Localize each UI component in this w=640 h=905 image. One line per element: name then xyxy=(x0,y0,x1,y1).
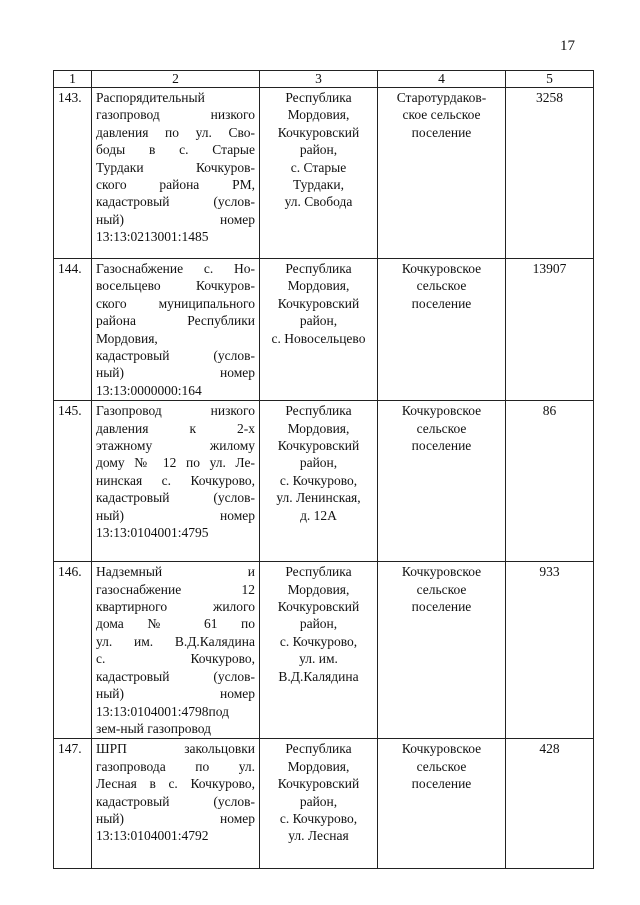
object-description-line: 13:13:0104001:4792 xyxy=(96,828,209,844)
settlement-name-line: Кочкуровское xyxy=(401,741,482,757)
table-row xyxy=(54,739,594,869)
object-description xyxy=(92,739,260,869)
object-location xyxy=(260,739,378,869)
object-location-line: Кочкуровский xyxy=(277,124,360,140)
object-description-line: квартирного жилого xyxy=(96,599,255,615)
row-number: 145. xyxy=(54,401,92,562)
object-description-line: дома № 61 по xyxy=(96,616,255,632)
settlement-name xyxy=(378,259,506,401)
object-description-line: газопровод низкого xyxy=(96,107,255,123)
object-value: 933 xyxy=(506,562,594,739)
object-location-line: Мордовия, xyxy=(287,278,350,294)
object-description-line: ул. им. В.Д.Калядина xyxy=(96,633,255,649)
object-value: 3258 xyxy=(506,88,594,259)
object-location-line: д. 12А xyxy=(300,507,337,523)
object-description-line: давления по ул. Сво- xyxy=(96,124,255,140)
object-description-line: кадастровый (услов- xyxy=(96,668,255,684)
settlement-name-line: сельское xyxy=(416,581,467,597)
object-description-line: дому № 12 по ул. Ле- xyxy=(96,455,255,471)
object-location-line: район, xyxy=(299,793,338,809)
object-description-line: Турдаки Кочкуров- xyxy=(96,159,255,175)
object-location-line: Кочкуровский xyxy=(277,776,360,792)
object-description-line: ный) номер xyxy=(96,211,255,227)
header-col-3: 3 xyxy=(260,71,378,88)
object-description-line: Мордовия, xyxy=(96,330,158,346)
settlement-name xyxy=(378,401,506,562)
object-description-line: ского района РМ, xyxy=(96,177,255,193)
object-location-line: Мордовия, xyxy=(287,107,350,123)
settlement-name-line: поселение xyxy=(411,295,472,311)
object-description-line: ный) номер xyxy=(96,507,255,523)
object-description-line: 13:13:0104001:4795 xyxy=(96,525,209,541)
object-location xyxy=(260,259,378,401)
settlement-name-line: Старотурдаков- xyxy=(396,90,487,105)
object-location-line: с. Кочкурово, xyxy=(279,472,358,488)
object-location-line: Республика xyxy=(285,403,352,419)
object-location-line: Республика xyxy=(285,741,352,757)
object-location-line: ул. Ленинская, xyxy=(276,490,361,506)
object-location-line: Республика xyxy=(285,90,352,105)
object-description-line: ный) номер xyxy=(96,365,255,381)
object-description-line: нинская с. Кочкурово, xyxy=(96,472,255,488)
object-description-line: 13:13:0213001:1485 xyxy=(96,229,209,245)
property-table xyxy=(53,70,594,869)
settlement-name-line: сельское xyxy=(416,758,467,774)
object-location-line: Кочкуровский xyxy=(277,599,360,615)
object-location-line: район, xyxy=(299,142,338,158)
object-location-line: Кочкуровский xyxy=(277,438,360,454)
table-body xyxy=(54,88,594,869)
object-location-line: Республика xyxy=(285,564,352,580)
object-description-line: Распорядительный xyxy=(96,90,205,105)
settlement-name-line: поселение xyxy=(411,599,472,615)
header-col-2: 2 xyxy=(92,71,260,88)
header-col-4: 4 xyxy=(378,71,506,88)
settlement-name-line: поселение xyxy=(411,438,472,454)
object-description-line: ный) номер xyxy=(96,686,255,702)
object-description-line: боды в с. Старые xyxy=(96,142,255,158)
object-description-line: давления к 2-х xyxy=(96,420,255,436)
table-row xyxy=(54,562,594,739)
object-value: 86 xyxy=(506,401,594,562)
object-location-line: ул. им. xyxy=(299,651,338,667)
settlement-name-line: поселение xyxy=(411,124,472,140)
settlement-name-line: поселение xyxy=(411,776,472,792)
object-location-line: ул. Свобода xyxy=(284,194,353,210)
object-description-line: кадастровый (услов- xyxy=(96,348,255,364)
object-description-line: Газоснабжение с. Но- xyxy=(96,261,255,276)
header-col-5: 5 xyxy=(506,71,594,88)
table-row xyxy=(54,401,594,562)
object-description-line: восельцево Кочкуров- xyxy=(96,278,255,294)
settlement-name xyxy=(378,562,506,739)
row-number: 147. xyxy=(54,739,92,869)
object-description-line: кадастровый (услов- xyxy=(96,793,255,809)
row-number: 146. xyxy=(54,562,92,739)
object-description-line: Надземный и xyxy=(96,564,255,580)
object-location xyxy=(260,562,378,739)
object-description-line: кадастровый (услов- xyxy=(96,490,255,506)
object-description-line: с. Кочкурово, xyxy=(96,651,255,667)
object-location-line: район, xyxy=(299,313,338,329)
object-description-line: Лесная в с. Кочкурово, xyxy=(96,776,255,792)
settlement-name xyxy=(378,88,506,259)
object-location-line: с. Кочкурово, xyxy=(279,810,358,826)
object-description xyxy=(92,259,260,401)
object-description xyxy=(92,562,260,739)
object-location-line: Турдаки, xyxy=(293,177,344,193)
object-location-line: Республика xyxy=(285,261,352,276)
header-row xyxy=(54,71,594,88)
object-location-line: с. Старые xyxy=(290,159,347,175)
row-number: 144. xyxy=(54,259,92,401)
settlement-name-line: сельское xyxy=(416,420,467,436)
object-location xyxy=(260,88,378,259)
object-location-line: район, xyxy=(299,616,338,632)
page-number: 17 xyxy=(560,38,575,54)
row-number: 143. xyxy=(54,88,92,259)
object-location-line: Кочкуровский xyxy=(277,295,360,311)
object-value: 13907 xyxy=(506,259,594,401)
object-description-line: газопровода по ул. xyxy=(96,758,255,774)
object-location-line: с. Новосельцево xyxy=(271,330,366,346)
object-location-line: район, xyxy=(299,455,338,471)
object-description-line: этажному жилому xyxy=(96,438,255,454)
object-location-line: Мордовия, xyxy=(287,758,350,774)
object-description-line: газоснабжение 12 xyxy=(96,581,255,597)
settlement-name-line: ское сельское xyxy=(402,107,481,123)
object-description-line: зем-ный газопровод xyxy=(96,720,212,736)
object-description-line: района Республики xyxy=(96,313,255,329)
settlement-name-line: Кочкуровское xyxy=(401,403,482,419)
object-value: 428 xyxy=(506,739,594,869)
object-description-line: 13:13:0000000:164 xyxy=(96,382,202,398)
object-description-line: Газопровод низкого xyxy=(96,403,255,419)
settlement-name-line: Кочкуровское xyxy=(401,564,482,580)
object-description-line: ШРП закольцовки xyxy=(96,741,255,757)
header-col-1: 1 xyxy=(54,71,92,88)
table-row xyxy=(54,88,594,259)
object-location-line: ул. Лесная xyxy=(288,828,349,844)
settlement-name-line: сельское xyxy=(416,278,467,294)
object-description-line: ского муниципального xyxy=(96,295,255,311)
object-description-line: кадастровый (услов- xyxy=(96,194,255,210)
object-location-line: с. Кочкурово, xyxy=(279,633,358,649)
object-description-line: 13:13:0104001:4798под xyxy=(96,703,229,719)
table-row xyxy=(54,259,594,401)
object-description-line: ный) номер xyxy=(96,810,255,826)
object-location-line: Мордовия, xyxy=(287,581,350,597)
object-description xyxy=(92,88,260,259)
object-location-line: В.Д.Калядина xyxy=(278,668,359,684)
object-location xyxy=(260,401,378,562)
settlement-name xyxy=(378,739,506,869)
settlement-name-line: Кочкуровское xyxy=(401,261,482,276)
object-location-line: Мордовия, xyxy=(287,420,350,436)
object-description xyxy=(92,401,260,562)
